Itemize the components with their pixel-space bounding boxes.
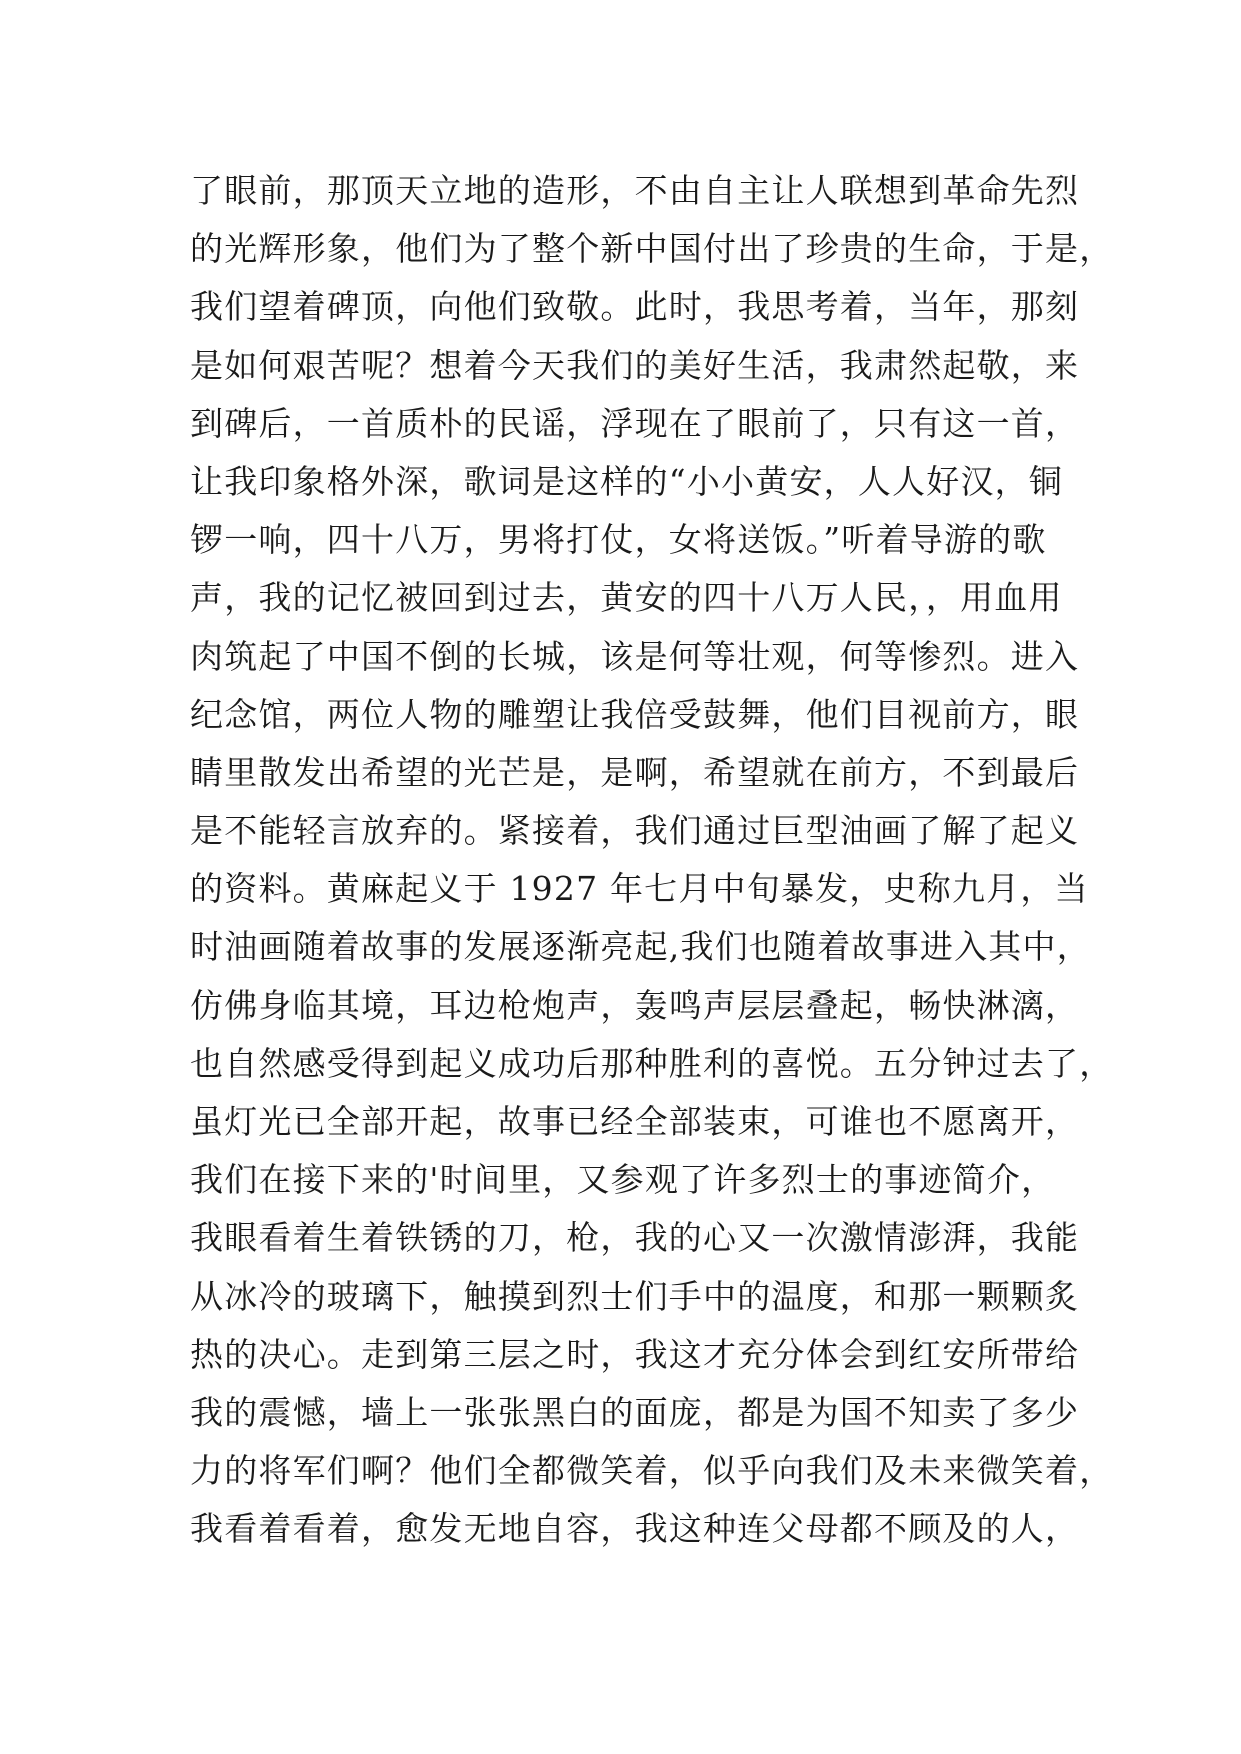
text-line: 的资料。黄麻起义于 1927 年七月中旬暴发，史称九月，当: [190, 869, 1089, 909]
text-line: 我的震憾，墙上一张张黑白的面庞，都是为国不知卖了多少: [190, 1392, 1080, 1432]
text-line: 到碑后，一首质朴的民谣，浮现在了眼前了，只有这一首，: [190, 403, 1080, 443]
text-line: 锣一响，四十八万，男将打仗，女将送饭。”听着导游的歌: [190, 520, 1047, 560]
text-line: 纪念馆，两位人物的雕塑让我倍受鼓舞，他们目视前方，眼: [190, 694, 1080, 734]
text-line: 仿佛身临其境，耳边枪炮声，轰鸣声层层叠起，畅快淋漓，: [190, 985, 1080, 1025]
body-text: [190, 162, 1114, 1559]
text-line: 我看着看着，愈发无地自容，我这种连父母都不顾及的人，: [190, 1509, 1080, 1549]
text-line: 声，我的记忆被回到过去，黄安的四十八万人民，，用血用: [190, 578, 1063, 618]
text-line: 睛里散发出希望的光芒是，是啊，希望就在前方，不到最后: [190, 752, 1080, 792]
text-line: 肉筑起了中国不倒的长城，该是何等壮观，何等惨烈。进入: [190, 636, 1080, 676]
text-line: 的光辉形象，他们为了整个新中国付出了珍贵的生命，于是，: [190, 229, 1114, 269]
text-line: 了眼前，那顶天立地的造形，不由自主让人联想到革命先烈: [190, 171, 1080, 210]
text-line: 虽灯光已全部开起，故事已经全部装束，可谁也不愿离开，: [190, 1102, 1080, 1141]
text-line: 是不能轻言放弃的。紧接着，我们通过巨型油画了解了起义: [190, 811, 1080, 851]
text-line: 是如何艰苦呢？想着今天我们的美好生活，我肃然起敬，来: [190, 345, 1080, 385]
text-line: 也自然感受得到起义成功后那种胜利的喜悦。五分钟过去了，: [190, 1043, 1114, 1083]
text-line: 让我印象格外深，歌词是这样的“小小黄安，人人好汉，铜: [190, 461, 1064, 501]
text-line: 从冰冷的玻璃下，触摸到烈士们手中的温度，和那一颗颗炙: [190, 1276, 1080, 1316]
text-line: 热的决心。走到第三层之时，我这才充分体会到红安所带给: [190, 1334, 1080, 1374]
text-line: 我们望着碑顶，向他们致敬。此时，我思考着，当年，那刻: [190, 287, 1080, 327]
text-line: 我们在接下来的'时间里，又参观了许多烈士的事迹简介，: [190, 1160, 1056, 1200]
text-line: 我眼看着生着铁锈的刀，枪，我的心又一次激情澎湃，我能: [190, 1218, 1080, 1258]
text-line: 时油画随着故事的发展逐渐亮起,我们也随着故事进入其中，: [190, 927, 1091, 967]
text-line: 力的将军们啊？他们全都微笑着，似乎向我们及未来微笑着，: [190, 1451, 1114, 1491]
